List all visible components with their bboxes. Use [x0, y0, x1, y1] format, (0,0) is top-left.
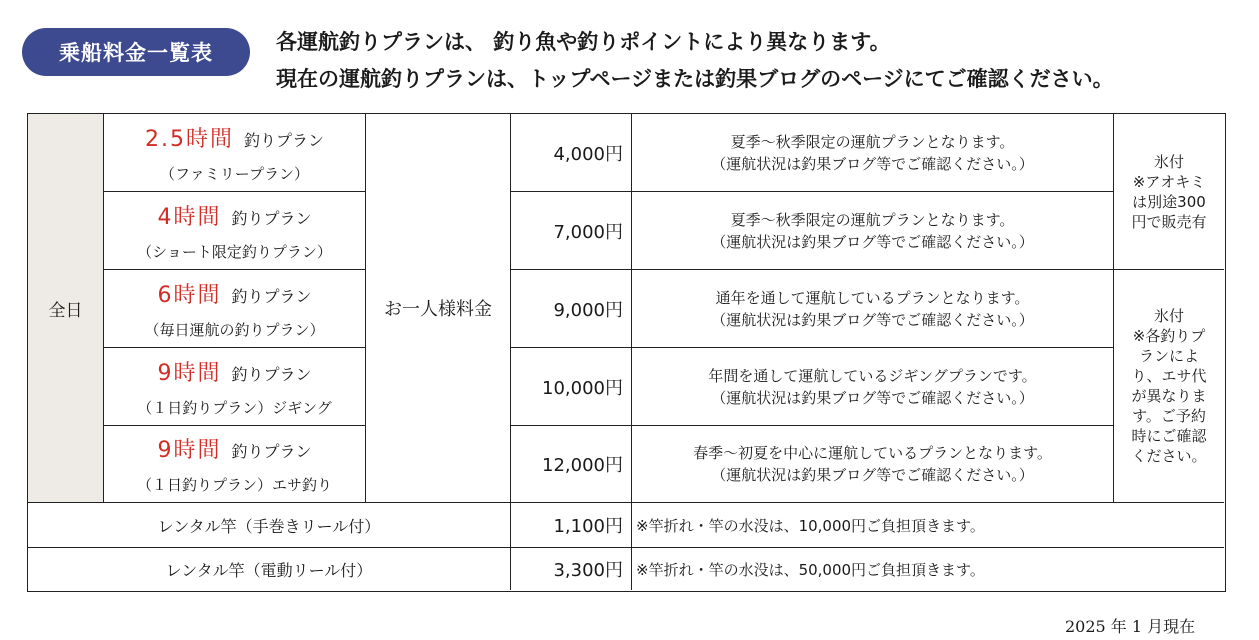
note-line: ※アオキミ [1132, 172, 1206, 191]
plan-desc-3 [632, 270, 1114, 348]
plan-kind: 釣りプラン [231, 442, 312, 461]
plan-desc-5 [632, 426, 1114, 503]
note-ice-bottom [1114, 270, 1224, 503]
note-line: 円で販売有 [1131, 212, 1207, 231]
plan-cell-4 [104, 348, 366, 426]
plan-subtitle: （ファミリープラン） [160, 164, 309, 183]
plan-cell-3 [104, 270, 366, 348]
plan-cell-5 [104, 426, 366, 503]
desc-line: （運航状況は釣果ブログ等でご確認ください。） [711, 310, 1034, 329]
rental-price-1 [511, 503, 632, 548]
plan-kind: 釣りプラン [243, 130, 324, 150]
desc-line: 夏季～秋季限定の運航プランとなります。 [730, 210, 1015, 229]
desc-line: 通年を通して運航しているプランとなります。 [715, 288, 1030, 307]
rental-note-2 [632, 548, 1224, 590]
plan-duration: 9時間 [157, 360, 222, 386]
note-ice-top [1114, 114, 1224, 270]
plan-price-1 [511, 114, 632, 192]
plan-duration: 4時間 [157, 204, 222, 230]
per-person-cell [366, 114, 511, 503]
rental-label: レンタル竿（電動リール付） [165, 560, 373, 580]
plan-price-5 [511, 426, 632, 503]
plan-subtitle: （１日釣りプラン）エサ釣り [136, 476, 332, 494]
note-line: ※各釣りプ [1132, 327, 1206, 345]
plan-cell-1 [104, 114, 366, 192]
plan-duration: 6時間 [157, 282, 222, 308]
allday-cell [28, 114, 104, 503]
price-value: 3,300円 [553, 560, 623, 581]
plan-kind: 釣りプラン [231, 364, 312, 384]
plan-kind: 釣りプラン [231, 286, 312, 306]
price-table [27, 113, 1226, 592]
note-line: ください。 [1131, 447, 1207, 465]
note-line: 氷付 [1153, 307, 1184, 325]
note-line: ランによ [1138, 347, 1199, 365]
rental-note-1 [632, 503, 1224, 548]
rental-label: レンタル竿（手巻きリール付） [157, 516, 381, 536]
plan-subtitle: （毎日運航の釣りプラン） [144, 320, 325, 339]
note-line: す。ご予約 [1132, 407, 1206, 425]
plan-subtitle: （１日釣りプラン）ジギング [137, 398, 332, 417]
desc-line: （運航状況は釣果ブログ等でご確認ください。） [711, 232, 1034, 251]
note-line: が異なりま [1131, 387, 1207, 405]
plan-price-3 [511, 270, 632, 348]
plan-price-2 [511, 192, 632, 270]
desc-line: 年間を通して運航しているジギングプランです。 [708, 366, 1037, 385]
rental-name-2 [28, 548, 511, 590]
allday-label: 全日 [48, 300, 83, 321]
header-line-2: 現在の運航釣りプランは、トップページまたは釣果ブログのページにてご確認ください。 [276, 67, 1114, 91]
plan-price-4 [511, 348, 632, 426]
desc-line: 春季～初夏を中心に運航しているプランとなります。 [693, 444, 1052, 462]
header-line-1: 各運航釣りプランは、 釣り魚や釣りポイントにより異なります。 [276, 30, 891, 54]
desc-line: （運航状況は釣果ブログ等でご確認ください。） [711, 388, 1034, 407]
plan-duration: 9時間 [157, 438, 222, 463]
note-line: り、エサ代 [1131, 367, 1207, 385]
desc-line: （運航状況は釣果ブログ等でご確認ください。） [711, 154, 1034, 173]
as-of-date: 2025 年 1 月現在 [1065, 617, 1196, 636]
rental-note-text: ※竿折れ・竿の水没は、10,000円ご負担頂きます。 [636, 516, 985, 535]
rental-name-1 [28, 503, 511, 548]
plan-duration: 2.5時間 [144, 126, 234, 152]
plan-kind: 釣りプラン [231, 208, 312, 228]
rental-note-text: ※竿折れ・竿の水没は、50,000円ご負担頂きます。 [636, 560, 985, 579]
price-value: 4,000円 [553, 143, 623, 165]
price-value: 10,000円 [542, 377, 623, 399]
price-value: 12,000円 [542, 455, 623, 476]
desc-line: 夏季～秋季限定の運航プランとなります。 [730, 132, 1015, 151]
plan-desc-4 [632, 348, 1114, 426]
plan-cell-2 [104, 192, 366, 270]
plan-desc-1 [632, 114, 1114, 192]
note-line: 氷付 [1153, 152, 1184, 171]
note-line: 時にご確認 [1131, 427, 1207, 445]
plan-desc-2 [632, 192, 1114, 270]
per-person-label: お一人様料金 [384, 299, 492, 320]
price-value: 1,100円 [553, 516, 623, 537]
price-value: 9,000円 [553, 299, 623, 321]
price-value: 7,000円 [553, 221, 623, 243]
rental-price-2 [511, 548, 632, 590]
note-line: は別途300 [1132, 192, 1206, 211]
page-title-badge: 乗船料金一覧表 [22, 28, 250, 76]
plan-subtitle: （ショート限定釣りプラン） [137, 242, 332, 261]
desc-line: （運航状況は釣果ブログ等でご確認ください。） [711, 466, 1034, 484]
